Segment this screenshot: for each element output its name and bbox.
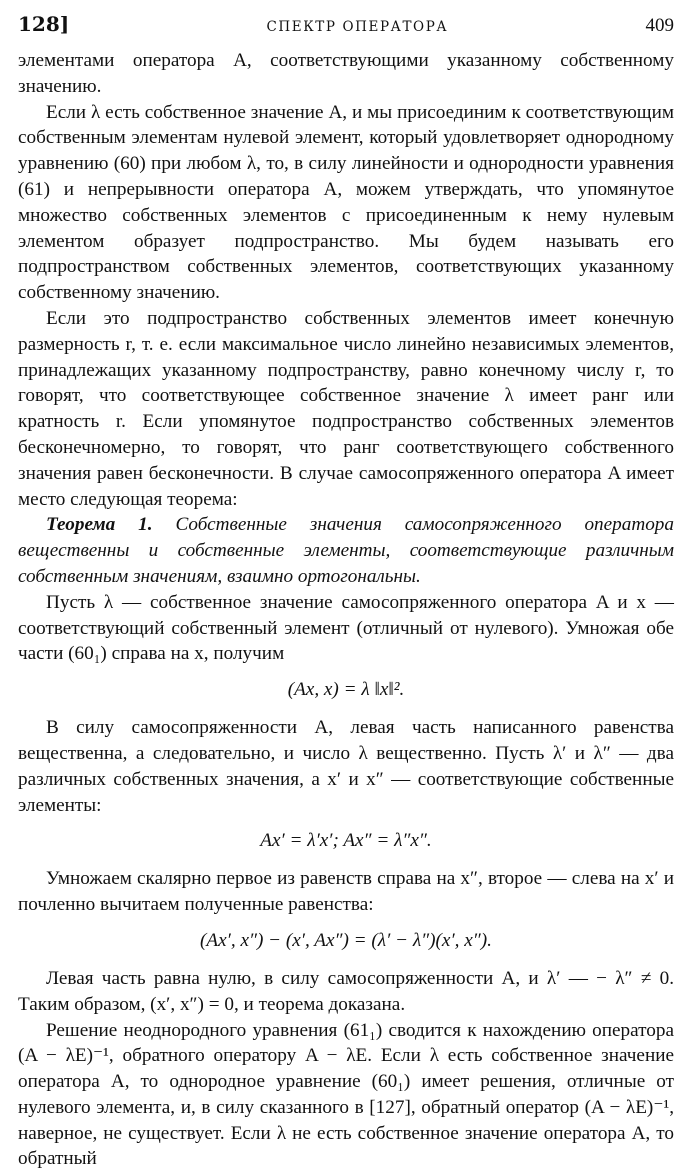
theorem-label: Теорема 1. bbox=[46, 514, 153, 535]
running-title: СПЕКТР ОПЕРАТОРА bbox=[266, 19, 448, 35]
paragraph-1: элементами оператора A, соответствующими указанному собственному значению. bbox=[18, 48, 674, 100]
section-number: 128] bbox=[18, 12, 69, 36]
formula-2: Ax′ = λ′x′; Ax″ = λ″x″. bbox=[18, 828, 674, 854]
paragraph-2: Если λ есть собственное значение A, и мы присоединим к соответствующим собственным элементам нулевой элемент, который удовлетворяет однородному уравнению (60) при любом λ, то, в силу линейности и однородности уравнения (61) и непрерывности оператора A, можем утверждать, что упомянутое множество собственных элементов с присоединенным к нему нулевым элементом образует подпространство. Мы будем называть его подпространством собственных элементов, соответствующих указанному собственному значению. bbox=[18, 100, 674, 306]
paragraph-5: В силу самосопряженности A, левая часть написанного равенства вещественна, а следовательно, и число λ вещественно. Пусть λ′ и λ″ — два различных собственных значения, а x′ и x″ — соответствующие собственные элементы: bbox=[18, 715, 674, 818]
formula-3: (Ax′, x″) − (x′, Ax″) = (λ′ − λ″)(x′, x″). bbox=[18, 928, 674, 954]
paragraph-4: Пусть λ — собственное значение самосопряженного оператора A и x — соответствующий собственный элемент (отличный от нулевого). Умножая обе части (60₁) справа на x, получим bbox=[18, 590, 674, 667]
page-header bbox=[18, 12, 674, 48]
paragraph-8: Решение неоднородного уравнения (61₁) сводится к нахождению оператора (A − λE)⁻¹, обратного оператору A − λE. Если λ есть собственное значение оператора A, то однородное уравнение (60₁) имеет решения, отличные от нулевого элемента, и, в силу сказанного в [127], обратный оператор (A − λE)⁻¹, наверное, не существует. Если λ не есть собственное значение оператора A, то обратный bbox=[18, 1018, 674, 1172]
theorem bbox=[18, 512, 674, 589]
formula-1: (Ax, x) = λ ‖x‖². bbox=[18, 677, 674, 703]
paragraph-3: Если это подпространство собственных элементов имеет конечную размерность r, т. е. если максимальное число линейно независимых элементов, принадлежащих указанному подпространству, равно конечному числу r, то говорят, что соответствующее собственное значение λ имеет ранг или кратность r. Если упомянутое подпространство собственных элементов бесконечномерно, то говорят, что ранг соответствующего собственного значения равен бесконечности. В случае самосопряженного оператора A имеет место следующая теорема: bbox=[18, 306, 674, 512]
page-number: 409 bbox=[646, 15, 675, 37]
theorem-statement: Собственные значения самосопряженного оператора вещественны и собственные элементы, соответствующие различным собственным значениям, взаимно ортогональны. bbox=[18, 514, 674, 587]
paragraph-6: Умножаем скалярно первое из равенств справа на x″, второе — слева на x′ и почленно вычитаем полученные равенства: bbox=[18, 866, 674, 918]
paragraph-7: Левая часть равна нулю, в силу самосопряженности A, и λ′ — − λ″ ≠ 0. Таким образом, (x′, x″) = 0, и теорема доказана. bbox=[18, 966, 674, 1018]
